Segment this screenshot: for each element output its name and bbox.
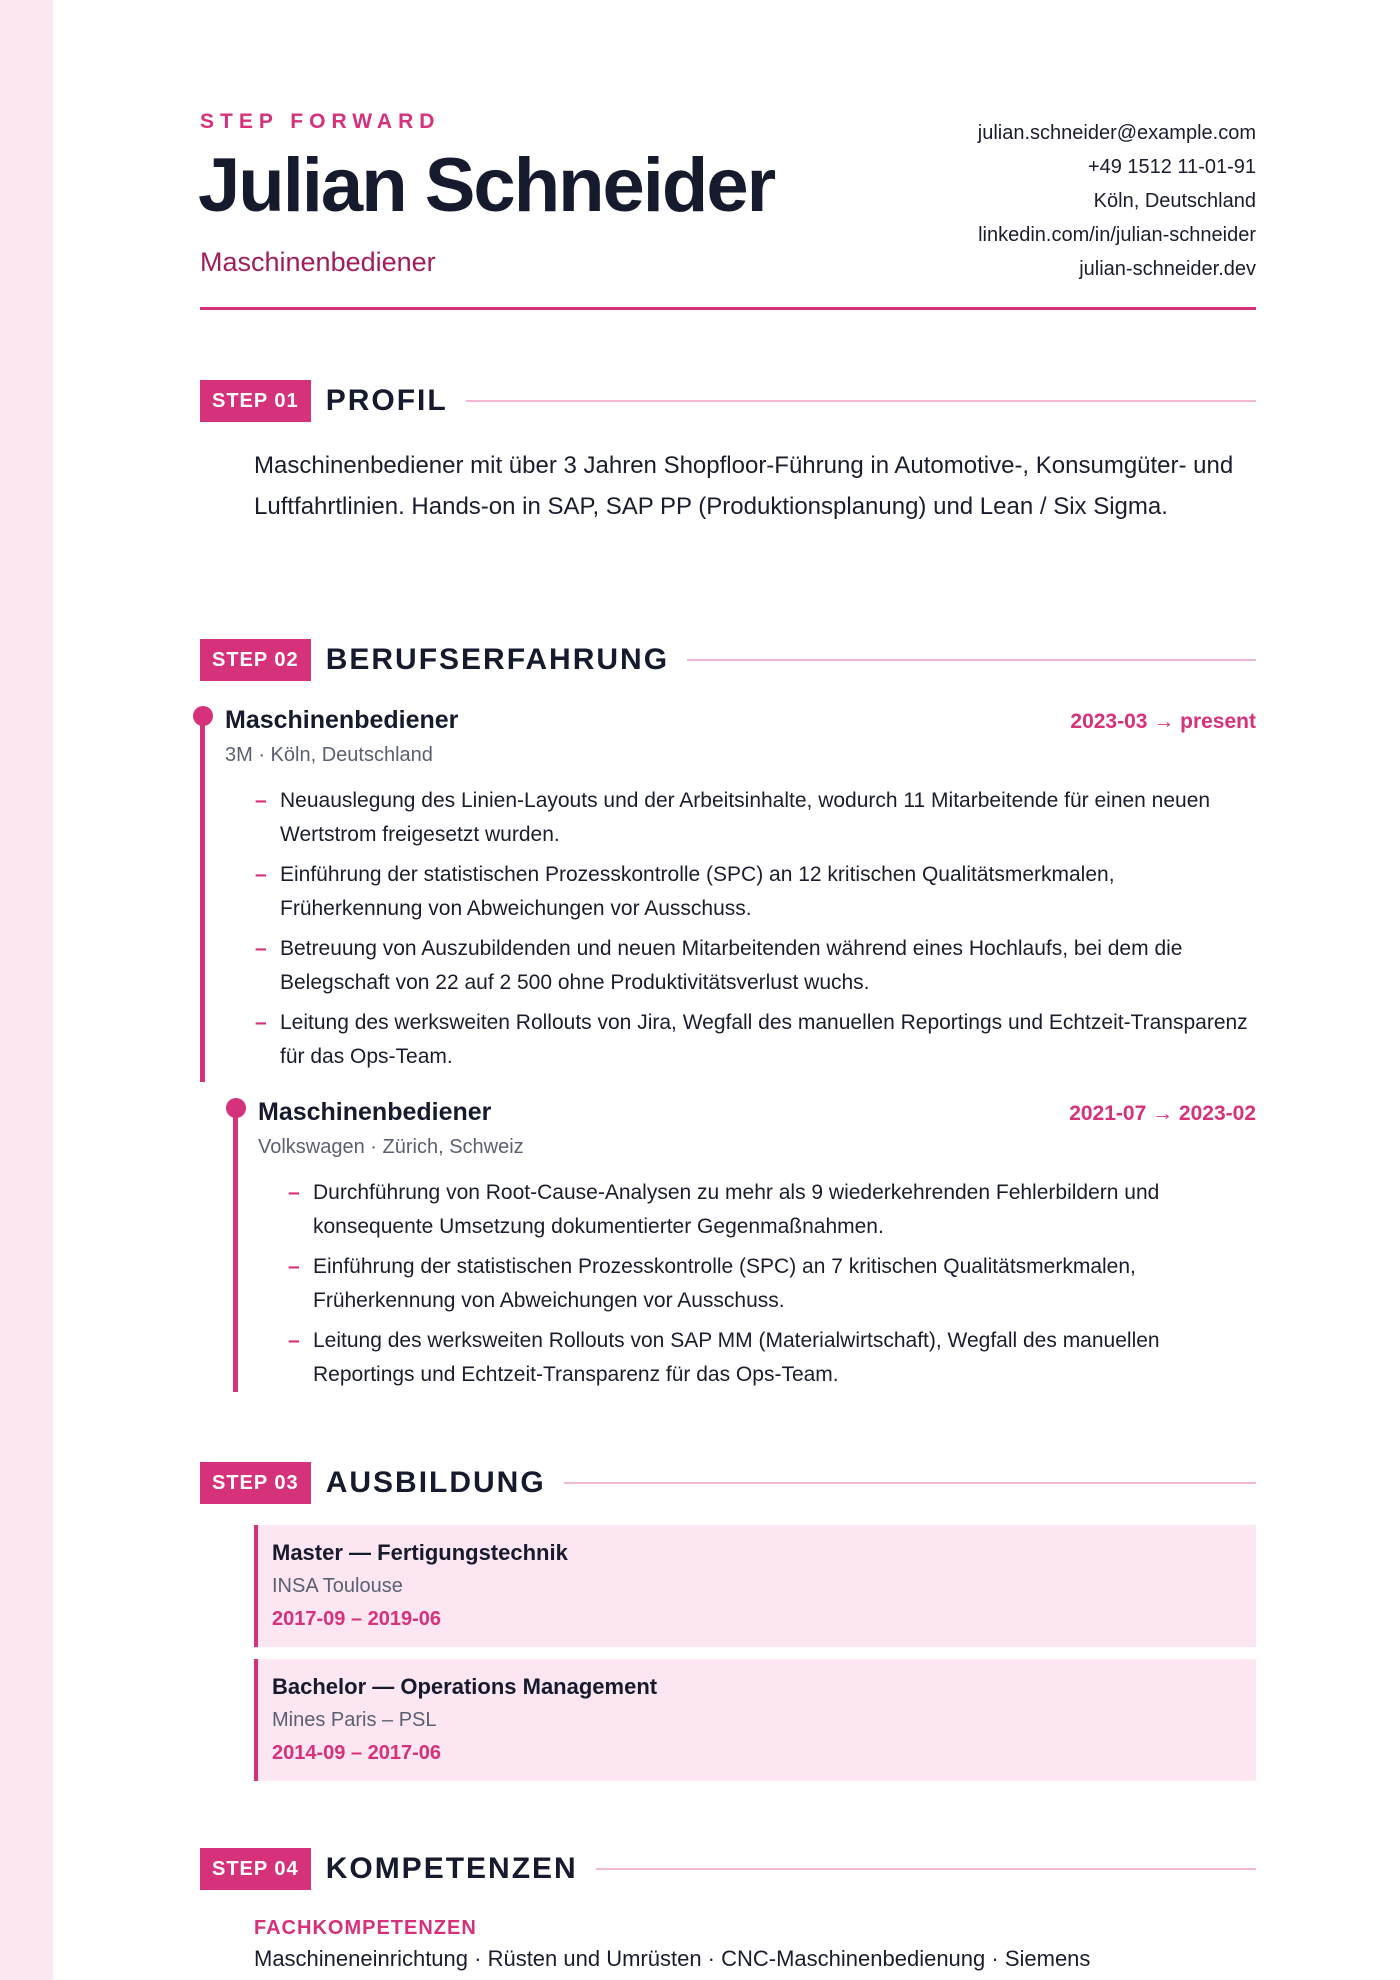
- dash-icon: –: [255, 789, 267, 812]
- section-header-skills: [200, 1848, 1256, 1890]
- side-strip: [0, 0, 53, 1980]
- bullet-text: Neuauslegung des Linien-Layouts und der Arbeitsinhalte, wodurch 11 Mitarbeitende für einen neuen Wertstrom freigesetzt wurden.: [280, 789, 1211, 846]
- section-header-profile: [200, 380, 1256, 422]
- section-header-experience: [200, 639, 1256, 681]
- job-title: Maschinenbediener: [258, 1098, 492, 1126]
- section-title: AUSBILDUNG: [325, 1466, 546, 1499]
- education-school: INSA Toulouse: [272, 1575, 403, 1597]
- step-badge: STEP 02: [200, 639, 311, 681]
- contact-linkedin[interactable]: linkedin.com/in/julian-schneider: [978, 224, 1256, 246]
- header-divider: [200, 307, 1256, 310]
- candidate-name: Julian Schneider: [198, 143, 775, 228]
- contact-block: [978, 116, 1256, 286]
- step-badge: STEP 03: [200, 1462, 311, 1504]
- section-rule: [466, 400, 1256, 402]
- dash-icon: –: [255, 1011, 267, 1034]
- step-badge: STEP 04: [200, 1848, 311, 1890]
- job-bullets: [255, 784, 1255, 1080]
- job-title: Maschinenbediener: [225, 706, 459, 734]
- bullet-item: [288, 1176, 1256, 1244]
- profile-summary: Maschinenbediener mit über 3 Jahren Shopfloor-Führung in Automotive-, Konsumgüter- und Luftfahrtlinien. Hands-on in SAP, SAP PP (Produktionsplanung) und Lean / Six Sigma.: [254, 452, 1234, 520]
- bullet-item: [255, 1006, 1255, 1074]
- section-header-education: [200, 1462, 1256, 1504]
- candidate-role: Maschinenbediener: [200, 247, 436, 277]
- bullet-text: Einführung der statistischen Prozesskontrolle (SPC) an 7 kritischen Qualitätsmerkmalen, Früherkennung von Abweichungen vor Ausschuss.: [313, 1255, 1136, 1312]
- section-rule: [687, 659, 1256, 661]
- bullet-item: [288, 1324, 1256, 1392]
- contact-website[interactable]: julian-schneider.dev: [1079, 258, 1256, 280]
- bullet-item: [255, 932, 1255, 1000]
- bullet-text: Leitung des werksweiten Rollouts von Jira, Wegfall des manuellen Reportings und Echtzeit-Transparenz für das Ops-Team.: [280, 1011, 1248, 1068]
- dash-icon: –: [288, 1255, 300, 1278]
- timeline-rail: [200, 720, 205, 1082]
- section-rule: [596, 1868, 1256, 1870]
- bullet-text: Betreuung von Auszubildenden und neuen Mitarbeitenden während eines Hochlaufs, bei dem die Belegschaft von 22 auf 2 500 ohne Produktivitätsverlust wuchs.: [280, 937, 1183, 994]
- section-rule: [564, 1482, 1256, 1484]
- dash-icon: –: [288, 1181, 300, 1204]
- tagline: STEP FORWARD: [200, 110, 441, 133]
- education-dates: 2014-09 – 2017-06: [272, 1742, 442, 1764]
- bullet-text: Durchführung von Root-Cause-Analysen zu mehr als 9 wiederkehrenden Fehlerbildern und konsequente Umsetzung dokumentierter Gegenmaßnahmen.: [313, 1181, 1160, 1238]
- contact-location: Köln, Deutschland: [1093, 190, 1256, 212]
- job-bullets: [288, 1176, 1256, 1398]
- step-badge: STEP 01: [200, 380, 311, 422]
- education-degree: Master — Fertigungstechnik: [272, 1540, 568, 1565]
- contact-phone[interactable]: +49 1512 11-01-91: [1087, 156, 1256, 178]
- timeline-rail: [233, 1112, 238, 1392]
- education-entry: [254, 1659, 1256, 1781]
- section-title: PROFIL: [325, 384, 448, 417]
- job-company: 3M · Köln, Deutschland: [225, 744, 433, 766]
- skills-label: FACHKOMPETENZEN: [254, 1917, 477, 1939]
- dash-icon: –: [255, 863, 267, 886]
- education-dates: 2017-09 – 2019-06: [272, 1608, 442, 1630]
- skills-list: Maschineneinrichtung · Rüsten und Umrüsten · CNC-Maschinenbedienung · Siemens: [254, 1946, 1091, 1971]
- education-entry: [254, 1525, 1256, 1647]
- bullet-item: [288, 1250, 1256, 1318]
- contact-email[interactable]: julian.schneider@example.com: [977, 122, 1256, 144]
- bullet-item: [255, 784, 1255, 852]
- job-company: Volkswagen · Zürich, Schweiz: [258, 1136, 524, 1158]
- bullet-item: [255, 858, 1255, 926]
- education-degree: Bachelor — Operations Management: [272, 1674, 658, 1699]
- bullet-text: Einführung der statistischen Prozesskontrolle (SPC) an 12 kritischen Qualitätsmerkmalen, Früherkennung von Abweichungen vor Ausschuss.: [280, 863, 1115, 920]
- job-dates: 2021-07 → 2023-02: [1069, 1102, 1256, 1125]
- section-title: KOMPETENZEN: [325, 1852, 578, 1885]
- dash-icon: –: [255, 937, 267, 960]
- bullet-text: Leitung des werksweiten Rollouts von SAP MM (Materialwirtschaft), Wegfall des manuellen Reportings und Echtzeit-Transparenz für das Ops-Team.: [313, 1329, 1160, 1386]
- section-title: BERUFSERFAHRUNG: [325, 643, 670, 676]
- education-school: Mines Paris – PSL: [272, 1709, 437, 1731]
- job-dates: 2023-03 → present: [1070, 710, 1256, 733]
- dash-icon: –: [288, 1329, 300, 1352]
